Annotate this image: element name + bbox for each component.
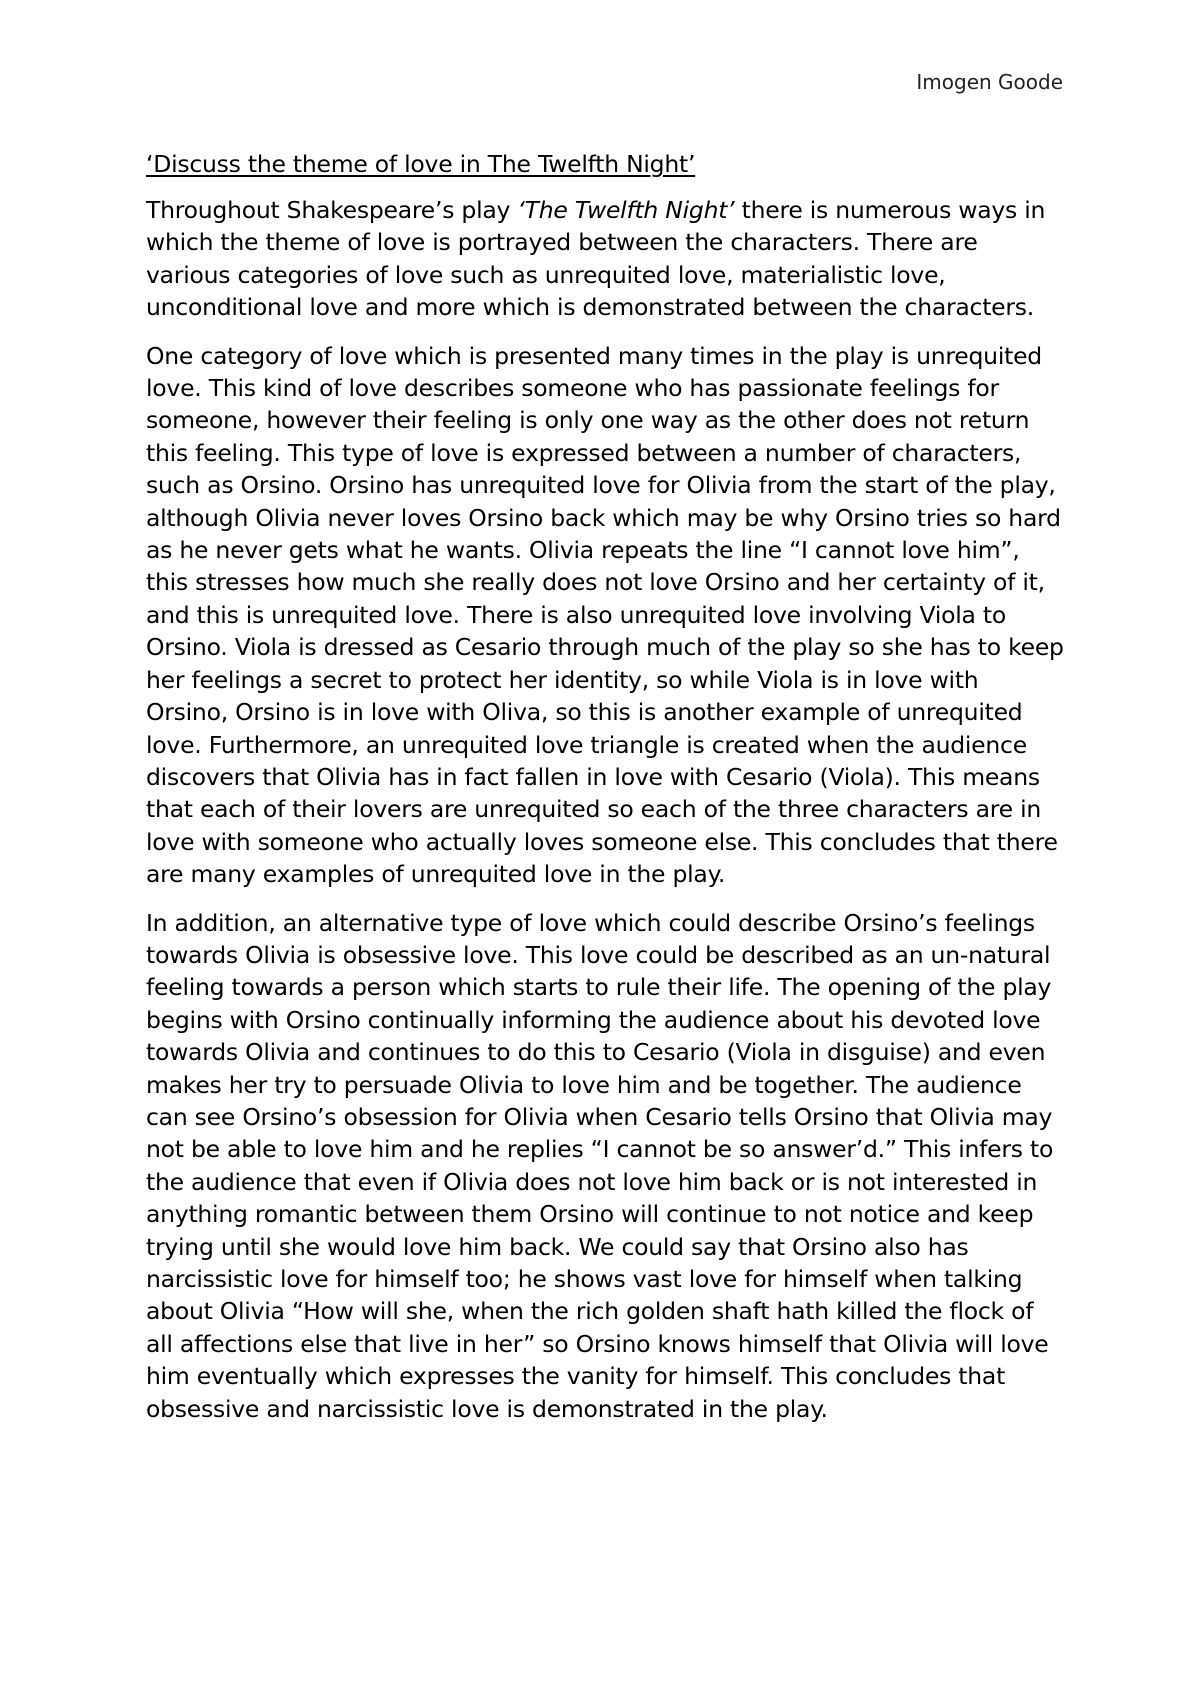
document-body (146, 148, 1066, 1441)
author-name: Imogen Goode (916, 70, 1063, 94)
intro-text-end: there is numerous ways in which the theme of love is portrayed between the characters. There are various categories of love such as unrequited love, materialistic love, unconditional love and more which is demonstrated between the characters. (146, 196, 1046, 322)
body-paragraph-obsessive-love: In addition, an alternative type of love which could describe Orsino’s feelings towards Olivia is obsessive love. This love could be described as an un-natural feeling towards a person which starts to rule their life. The opening of the play begins with Orsino continually informing the audience about his devoted love towards Olivia and continues to do this to Cesario (Viola in disguise) and even makes her try to persuade Olivia to love him and be together. The audience can see Orsino’s obsession for Olivia when Cesario tells Orsino that Olivia may not be able to love him and he replies “I cannot be so answer’d.” This infers to the audience that even if Olivia does not love him back or is not interested in anything romantic between them Orsino will continue to not notice and keep trying until she would love him back. We could say that Orsino also has narcissistic love for himself too; he shows vast love for himself when talking about Olivia “How will she, when the rich golden shaft hath killed the flock of all affections else that live in her” so Orsino knows himself that Olivia will love him eventually which expresses the vanity for himself. This concludes that obsessive and narcissistic love is demonstrated in the play. (146, 908, 1054, 1423)
intro-paragraph (146, 194, 1066, 324)
essay-title: ‘Discuss the theme of love in The Twelfth Night’ (146, 150, 696, 178)
intro-text-start: Throughout Shakespeare’s play (146, 196, 518, 224)
play-title-italic: ‘The Twelfth Night’ (517, 196, 735, 224)
body-paragraph-unrequited-love: One category of love which is presented many times in the play is unrequited love. This kind of love describes someone who has passionate feelings for someone, however their feeling is only one way as the other does not return this feeling. This type of love is expressed between a number of characters, such as Orsino. Orsino has unrequited love for Olivia from the start of the play, although Olivia never loves Orsino back which may be why Orsino tries so hard as he never gets what he wants. Olivia repeats the line “I cannot love him”, this stresses how much she really does not love Orsino and her certainty of it, and this is unrequited love. There is also unrequited love involving Viola to Orsino. Viola is dressed as Cesario through much of the play so she has to keep her feelings a secret to protect her identity, so while Viola is in love with Orsino, Orsino is in love with Oliva, so this is another example of unrequited love. Furthermore, an unrequited love triangle is created when the audience discovers that Olivia has in fact fallen in love with Cesario (Viola). This means that each of their lovers are unrequited so each of the three characters are in love with someone who actually loves someone else. This concludes that there are many examples of unrequited love in the play. (146, 341, 1064, 889)
